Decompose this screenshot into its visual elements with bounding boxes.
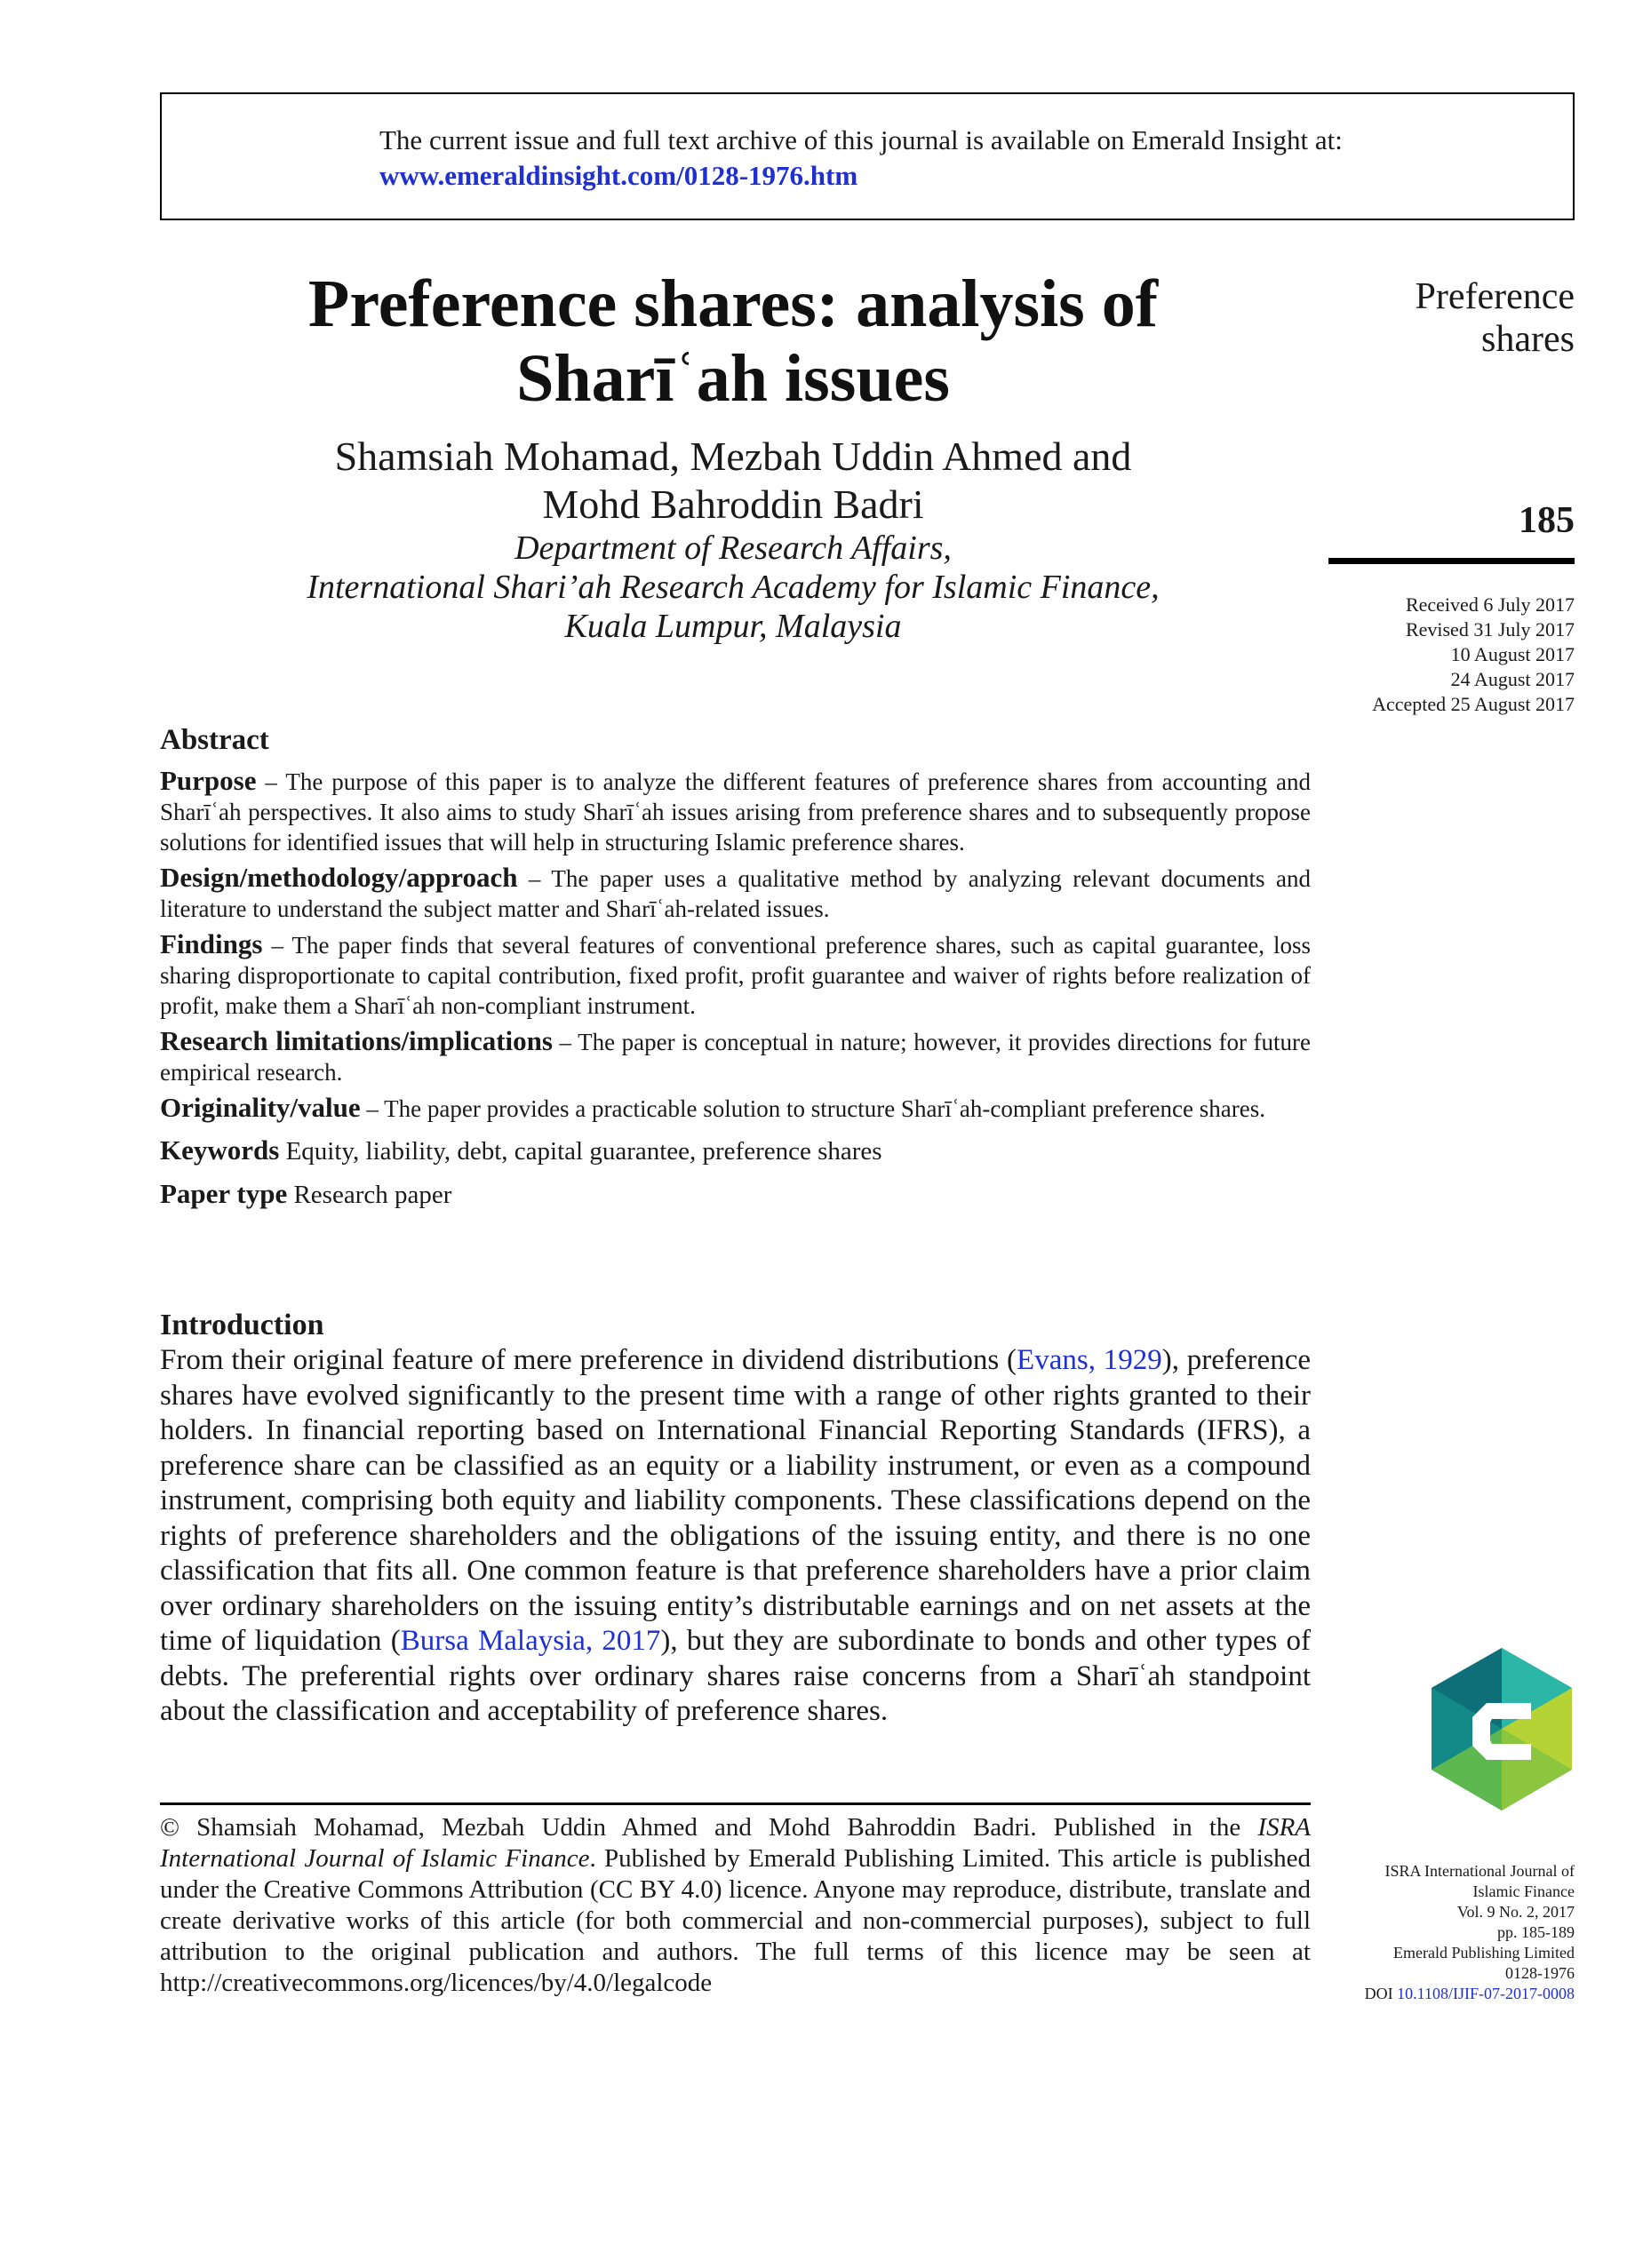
date-revised-2: 10 August 2017 [1450,643,1575,665]
abstract-heading: Abstract [160,724,269,756]
journal-info-line-2: Islamic Finance [1472,1882,1575,1900]
archive-url-link[interactable]: www.emeraldinsight.com/0128-1976.htm [379,160,858,191]
article-history-dates [1306,593,1575,717]
keywords-row [160,1134,1311,1167]
abstract-section [160,724,1311,1211]
running-head-line-1: Preference [1415,276,1575,317]
footnote-text-2: . Published by Emerald Publishing Limited. This article is published under the Creative Commons Attribution (CC BY 4.0) licence. Anyone may reproduce, distribute, translate and create derivative works of this article (for both commercial and non-commercial purposes), subject to full attribution to the original publication and authors. The full terms of this licence may be seen at http://creativecommons.org/licences/by/4.0/legalcode [160,1844,1311,1997]
article-title-line-2: Sharīʿah issues [516,341,950,416]
journal-info-line-4: pp. 185-189 [1497,1923,1575,1941]
abstract-design [160,863,1311,924]
doi-label: DOI [1364,1985,1398,2002]
journal-info-line-3: Vol. 9 No. 2, 2017 [1456,1903,1575,1921]
findings-label: Findings [160,928,263,959]
archive-notice-text: The current issue and full text archive of this journal is available on Emerald Insight at: [379,124,1343,155]
paper-type-row [160,1178,1311,1211]
authors-line-2: Mohd Bahroddin Badri [542,481,924,527]
page-number: 185 [1519,500,1575,541]
footnote-divider [160,1802,1311,1805]
intro-text-2: ), preference shares have evolved significantly to the present time with a range of other rights granted to their holders. In financial reporting based on International Financial Reporting Standards (IFRS), a preference share can be classified as an equity or a liability instrument, or even as a compound instrument, comprising both equity and liability components. These classifications depend on the rights of preference shareholders and the obligations of the issuing entity, and there is no one classification that fits all. One common feature is that preference shareholders have a prior claim over ordinary shareholders on the issuing entity’s distributable earnings and on net assets at the time of liquidation ( [160,1344,1311,1657]
abstract-purpose [160,766,1311,857]
footnote-journal-name: ISRA International Journal of Islamic Finance [160,1813,1311,1873]
paper-type-label: Paper type [160,1178,288,1209]
introduction-section [160,1308,1311,1730]
abstract-findings [160,929,1311,1021]
purpose-text: – The purpose of this paper is to analyze the different features of preference shares from accounting and Sharīʿah perspectives. It also aims to study Sharīʿah issues arising from preference shares and to subsequently propose solutions for identified issues that will help in structuring Islamic preference shares. [160,768,1311,855]
journal-info-line-5: Emerald Publishing Limited [1393,1944,1575,1962]
affiliation-line-2: International Shari’ah Research Academy for Islamic Finance, [307,569,1160,606]
keywords-label: Keywords [160,1134,280,1166]
article-authors [160,433,1306,529]
paper-type-text: Research paper [287,1181,452,1209]
introduction-heading: Introduction [160,1309,324,1341]
abstract-limitations [160,1026,1311,1087]
date-received: Received 6 July 2017 [1405,593,1575,616]
article-title [160,267,1306,416]
journal-info-line-6: 0128-1976 [1505,1964,1575,1982]
originality-text: – The paper provides a practicable solution to structure Sharīʿah-compliant preference shares. [360,1095,1265,1122]
originality-label: Originality/value [160,1092,361,1123]
findings-text: – The paper finds that several features of conventional preference shares, such as capital guarantee, loss sharing disproportionate to capital contribution, fixed profit, profit guarantee and waiver of rights before realization of profit, make them a Sharīʿah non-compliant instrument. [160,932,1311,1019]
doi-row [1306,1984,1575,2004]
citation-evans-1929[interactable]: Evans, 1929 [1017,1344,1162,1376]
authors-line-1: Shamsiah Mohamad, Mezbah Uddin Ahmed and [334,434,1132,479]
article-title-line-1: Preference shares: analysis of [307,267,1159,341]
emerald-publishing-logo-icon [1432,1648,1572,1810]
running-head-line-2: shares [1481,319,1575,360]
introduction-body [160,1343,1311,1730]
affiliation-line-3: Kuala Lumpur, Malaysia [564,608,902,645]
running-head [1306,275,1575,361]
date-revised-3: 24 August 2017 [1450,668,1575,690]
purpose-label: Purpose [160,765,257,796]
intro-text-1: From their original feature of mere preference in dividend distributions ( [160,1344,1017,1376]
limitations-text: – The paper is conceptual in nature; however, it provides directions for future empirical research. [160,1029,1311,1086]
design-text: – The paper uses a qualitative method by analyzing relevant documents and literature to understand the subject matter and Sharīʿah-related issues. [160,865,1311,922]
footnote-text-1: © Shamsiah Mohamad, Mezbah Uddin Ahmed and Mohd Bahroddin Badri. Published in the [160,1813,1258,1842]
copyright-footnote [160,1812,1311,1999]
limitations-label: Research limitations/implications [160,1025,553,1056]
date-accepted: Accepted 25 August 2017 [1372,693,1575,715]
design-label: Design/methodology/approach [160,862,518,893]
archive-notice-box [160,92,1575,220]
citation-bursa-malaysia-2017[interactable]: Bursa Malaysia, 2017 [400,1625,661,1657]
journal-info-line-1: ISRA International Journal of [1384,1862,1575,1880]
doi-link[interactable]: 10.1108/IJIF-07-2017-0008 [1397,1985,1575,2002]
intro-text-3: ), but they are subordinate to bonds and other types of debts. The preferential rights over ordinary shares raise concerns from a Sharīʿah standpoint about the classification and acceptability of preference shares. [160,1625,1312,1727]
date-revised-1: Revised 31 July 2017 [1405,618,1575,641]
affiliation-line-1: Department of Research Affairs, [514,529,952,567]
keywords-text: Equity, liability, debt, capital guarantee, preference shares [279,1137,882,1166]
abstract-originality [160,1093,1311,1124]
margin-divider [1328,558,1575,564]
author-affiliation [160,529,1306,646]
journal-info [1306,1861,1575,2004]
